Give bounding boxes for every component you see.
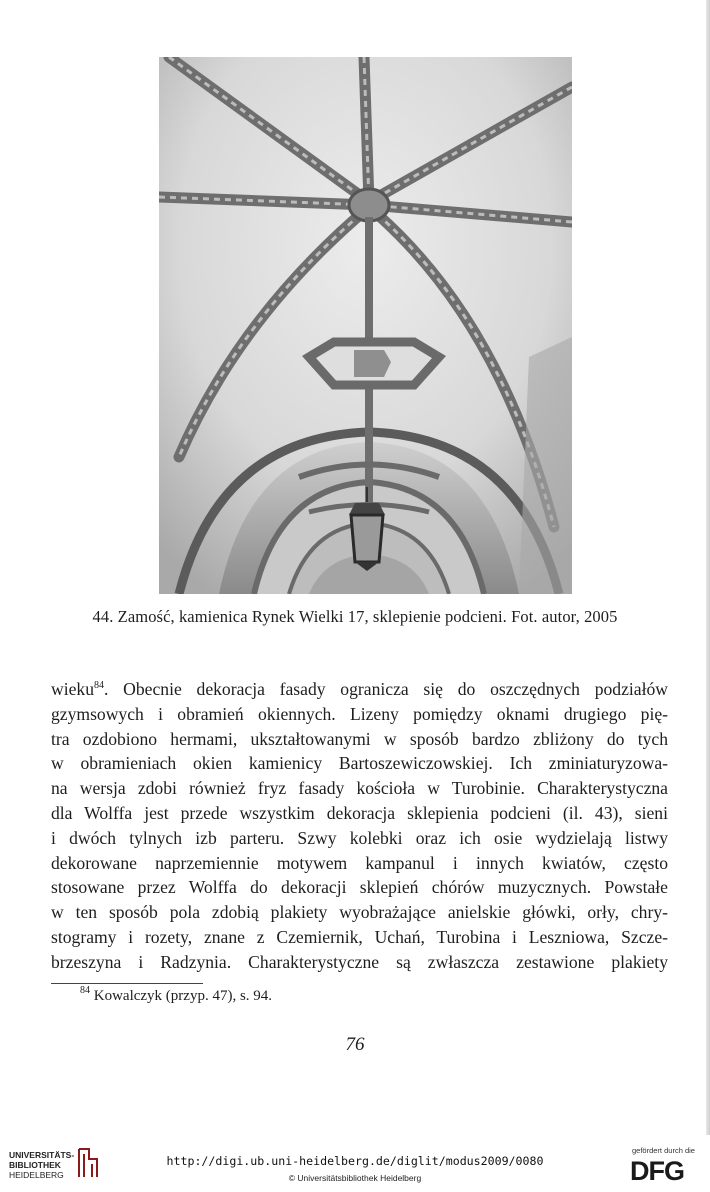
vault-photograph bbox=[159, 57, 572, 594]
footnote-reference[interactable]: 84 bbox=[94, 680, 104, 691]
body-line: stosowane przez Wolffa do dekoracji sklepień chórów muzycznych. Powstałe bbox=[51, 877, 668, 898]
source-url-link[interactable]: http://digi.ub.uni-heidelberg.de/diglit/modus2009/0080 bbox=[166, 1154, 544, 1168]
footnote-text: Kowalczyk (przyp. 47), s. 94. bbox=[90, 988, 273, 1004]
body-line: i dwóch tylnych izb parteru. Szwy kolebki oraz ich osie wydzielają listwy bbox=[51, 827, 668, 848]
footnote-number: 84 bbox=[80, 985, 90, 996]
page-number: 76 bbox=[345, 1034, 365, 1055]
body-line: brzeszyna i Radzynia. Charakterystyczne są zwłaszcza zestawione plakiety bbox=[51, 951, 668, 972]
body-line: wieku$^{84}$. Obecnie dekoracja fasady ogranicza się do oszczędnych podziałów bbox=[51, 679, 668, 699]
body-line: w ten sposób pola zdobią plakiety wyobrażające anielskie główki, orły, chry- bbox=[51, 902, 668, 923]
body-paragraph bbox=[51, 677, 668, 975]
library-name-line2: BIBLIOTHEK bbox=[9, 1160, 61, 1170]
copyright-notice: © Universitätsbibliothek Heidelberg bbox=[288, 1173, 422, 1183]
body-line: dekorowane naprzemiennie motywem kampanul i innych kwiatów, często bbox=[51, 852, 668, 873]
body-line: gzymsowych i obramień okiennych. Lizeny pomiędzy oknami drugiego pię- bbox=[51, 703, 668, 724]
body-line: dla Wolffa jest przede wszystkim dekoracja sklepienia podcieni (il. 43), sieni bbox=[51, 802, 668, 823]
figure-caption: 44. Zamość, kamienica Rynek Wielki 17, sklepienie podcieni. Fot. autor, 2005 bbox=[92, 607, 618, 626]
footnote-divider bbox=[51, 983, 203, 984]
body-line: w obramieniach okien kamienicy Bartoszewiczowskiej. Ich zminiaturyzowa- bbox=[51, 753, 668, 774]
body-line: stogramy i rozety, znane z Czemiernik, Uchań, Turobina i Leszniowa, Szcze- bbox=[51, 926, 668, 947]
footer-bar bbox=[0, 1135, 710, 1192]
page-edge bbox=[706, 0, 710, 1135]
library-name-line3: HEIDELBERG bbox=[9, 1170, 64, 1180]
dfg-wordmark: DFG bbox=[630, 1156, 684, 1186]
body-line: tra ozdobiono hermami, ukształtowanymi w sposób bardzo zbliżony do tych bbox=[51, 728, 668, 749]
footnote bbox=[80, 985, 273, 1005]
funding-label: gefördert durch die bbox=[632, 1146, 695, 1155]
library-name-line1: UNIVERSITÄTS- bbox=[9, 1150, 75, 1160]
body-line: na wersja zdobi również fryz fasady kościoła w Turobinie. Charakterystyczna bbox=[51, 778, 668, 799]
